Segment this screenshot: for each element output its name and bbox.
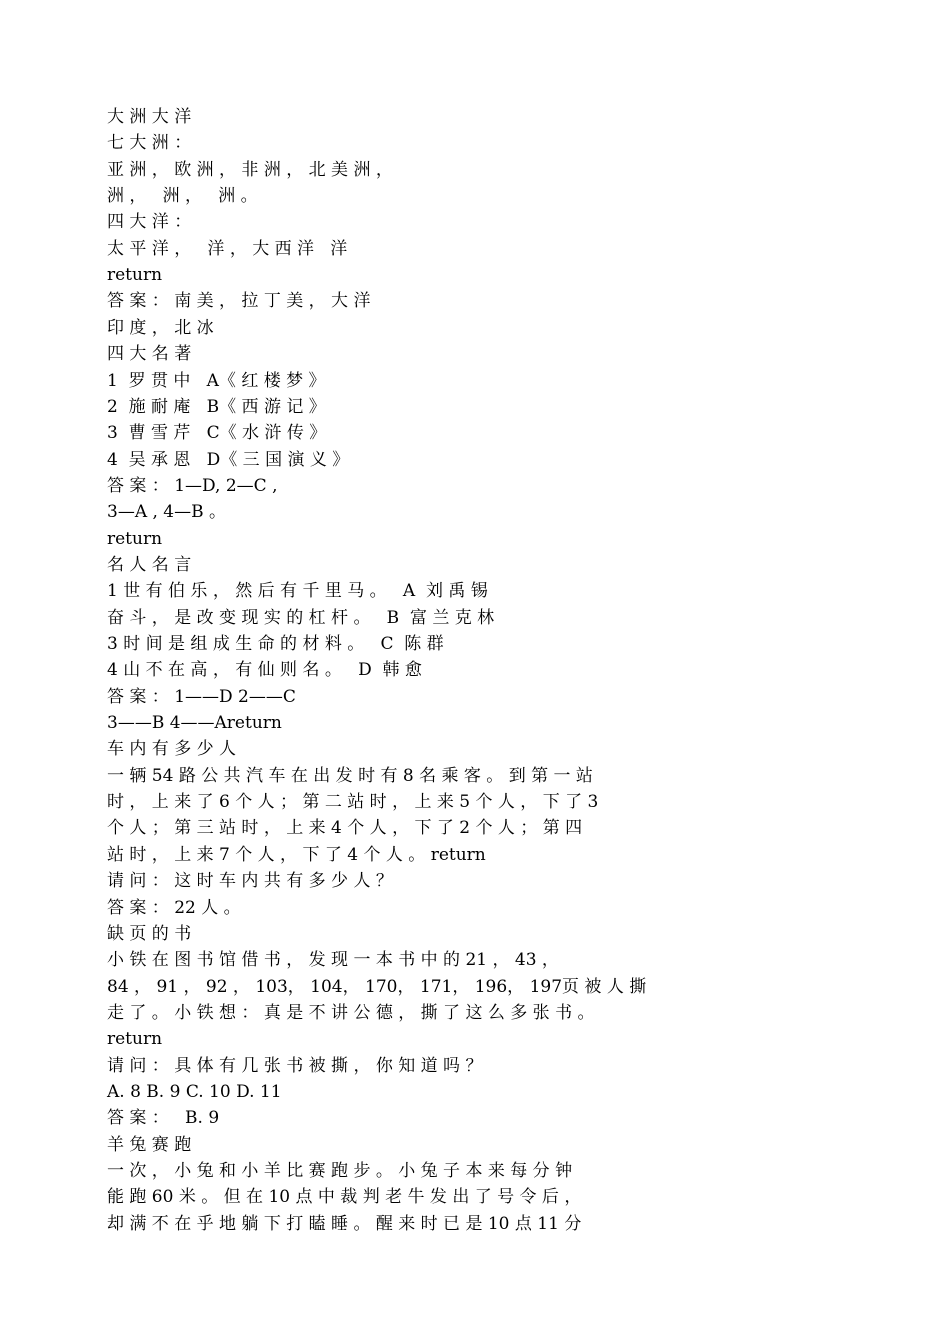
text-line: 印 度 ， 北 冰 [107,317,214,338]
text-line: 小 铁 在 图 书 馆 借 书 ， 发 现 一 本 书 中 的 21 ， 43 ， [107,950,559,971]
text-line: 大 洲 大 洋 [107,107,192,127]
text-line: 答 案 ： 22 人 。 [107,897,241,918]
text-line: 2 施 耐 庵 B《 西 游 记 》 [107,396,326,417]
text-line: A. 8 B. 9 C. 10 D. 11 [107,1081,282,1102]
text-line: 请 问 ： 这 时 车 内 共 有 多 少 人 ？ [107,871,393,892]
text-line: return [107,1029,163,1050]
text-line: 走 了 。 小 铁 想 ： 真 是 不 讲 公 德 ， 撕 了 这 么 多 张 书 。 [107,1002,595,1023]
text-line: 却 满 不 在 乎 地 躺 下 打 瞌 睡 。 醒 来 时 已 是 10 点 11 分 [107,1213,582,1234]
text-line: 4 山 不 在 高 ， 有 仙 则 名 。 D 韩 愈 [107,660,422,681]
text-line: 答 案 ： 1——D 2——C [107,686,296,707]
text-line: 时 ， 上 来 了 6 个 人 ； 第 二 站 时 ， 上 来 5 个 人 ， 下 了 3 [107,792,599,813]
text-line: 3—A , 4—B 。 [107,502,227,523]
text-line: 请 问 ： 具 体 有 几 张 书 被 撕 ， 你 知 道 吗 ？ [107,1055,483,1076]
text-line: 四 大 名 著 [107,344,192,365]
text-line: 四 大 洋 ： [107,212,192,233]
text-line: 84 ， 91 ， 92 ， 103， 104， 170， 171， 196， 197页 被 人 撕 [107,976,647,997]
text-line: 答 案 ： 1—D, 2—C , [107,475,278,496]
text-line: 缺 页 的 书 [107,923,192,944]
text-line: 车 内 有 多 少 人 [107,739,237,760]
text-line: 站 时 ， 上 来 7 个 人 ， 下 了 4 个 人 。 return [107,844,486,865]
text-line: 太 平 洋 ， 洋 ， 大 西 洋 洋 [107,238,348,259]
text-line: 答 案 ： 南 美 ， 拉 丁 美 ， 大 洋 [107,291,371,312]
text-line: 1 罗 贯 中 A《 红 楼 梦 》 [107,370,326,391]
text-line: 一 次 ， 小 兔 和 小 羊 比 赛 跑 步 。 小 兔 子 本 来 每 分 钟 [107,1161,573,1181]
text-line: return [107,265,163,286]
text-line: 奋 斗 ， 是 改 变 现 实 的 杠 杆 。 B 富 兰 克 林 [107,607,495,628]
text-line: 1 世 有 伯 乐 ， 然 后 有 千 里 马 。 A 刘 禹 锡 [107,581,488,602]
text-line: 答 案 ： B. 9 [107,1108,220,1129]
text-line: 亚 洲 ， 欧 洲 ， 非 洲 ， 北 美 洲 ， [107,159,393,180]
text-line: 洲 ， 洲 ， 洲 。 [107,186,258,207]
text-line: 一 辆 54 路 公 共 汽 车 在 出 发 时 有 8 名 乘 客 。 到 第 一 站 [107,765,593,786]
text-line: 3 时 间 是 组 成 生 命 的 材 料 。 C 陈 群 [107,634,444,654]
text-line: return [107,528,163,549]
text-line: 七 大 洲 ： [107,133,192,154]
text-line: 能 跑 60 米 。 但 在 10 点 中 裁 判 老 牛 发 出 了 号 令 后 ， [107,1187,582,1208]
text-line: 3 曹 雪 芹 C《 水 浒 传 》 [107,423,327,444]
text-line: 3——B 4——Areturn [107,713,282,734]
text-line: 羊 兔 赛 跑 [107,1134,192,1155]
text-line: 个 人 ； 第 三 站 时 ， 上 来 4 个 人 ， 下 了 2 个 人 ； 第 四 [107,818,583,839]
text-line: 4 吴 承 恩 D《 三 国 演 义 》 [107,449,350,470]
text-line: 名 人 名 言 [107,554,192,575]
